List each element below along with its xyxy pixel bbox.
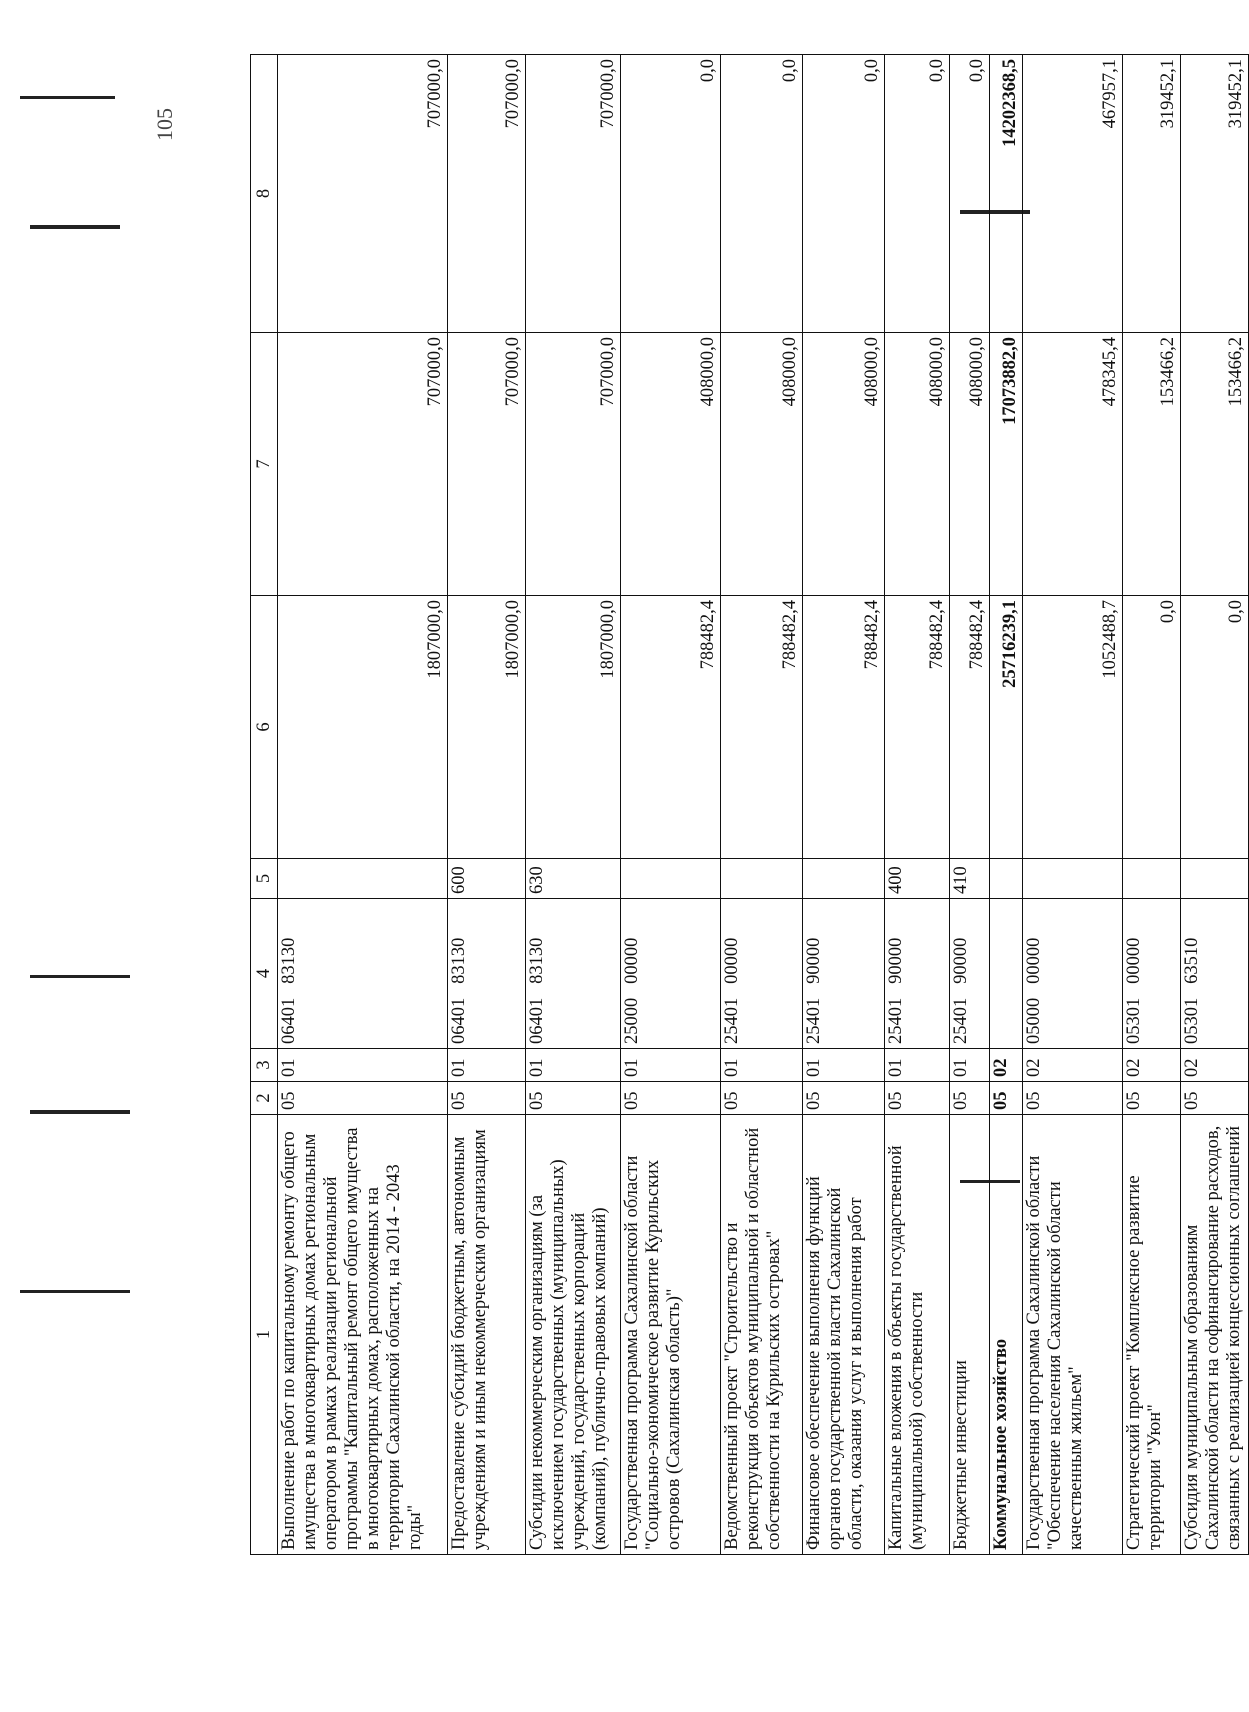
scan-mark <box>30 975 130 978</box>
row-name: Финансовое обеспечение выполнения функций органов государственной власти Сахалинской области, оказания услуг и выполнения работ <box>803 1115 885 1555</box>
amount-col-8: 0,0 <box>803 55 885 333</box>
section-code: 05 <box>1181 1082 1249 1115</box>
row-name: Капитальные вложения в объекты государственной (муниципальной) собственности <box>885 1115 950 1555</box>
row-name: Государственная программа Сахалинской области "Обеспечение населения Сахалинской области качественным жильем" <box>1023 1115 1123 1555</box>
table-row <box>803 55 885 1555</box>
header-row <box>251 55 278 1555</box>
amount-col-7: 707000,0 <box>278 333 448 596</box>
expense-type-code <box>1123 859 1181 899</box>
target-article-code: 25401 90000 <box>803 899 885 1049</box>
amount-col-6: 0,0 <box>1123 596 1181 859</box>
section-code: 05 <box>526 1082 621 1115</box>
amount-col-6: 1807000,0 <box>278 596 448 859</box>
subsection-code: 01 <box>526 1049 621 1082</box>
amount-col-8: 467957,1 <box>1023 55 1123 333</box>
amount-col-6: 1052488,7 <box>1023 596 1123 859</box>
column-header: 8 <box>251 55 278 333</box>
column-header: 1 <box>251 1115 278 1555</box>
amount-col-8: 0,0 <box>621 55 721 333</box>
amount-col-8: 707000,0 <box>448 55 526 333</box>
section-code: 05 <box>990 1082 1023 1115</box>
expense-type-code <box>721 859 803 899</box>
amount-col-7: 408000,0 <box>621 333 721 596</box>
section-code: 05 <box>448 1082 526 1115</box>
row-name: Субсидия муниципальным образованиям Сахалинской области на софинансирование расходов, связанных с реализацией концессионных соглашений <box>1181 1115 1249 1555</box>
target-article-code: 25000 00000 <box>621 899 721 1049</box>
column-header: 2 <box>251 1082 278 1115</box>
amount-col-8: 0,0 <box>885 55 950 333</box>
table-row <box>278 55 448 1555</box>
amount-col-6: 788482,4 <box>885 596 950 859</box>
column-header: 3 <box>251 1049 278 1082</box>
expense-type-code: 410 <box>950 859 990 899</box>
amount-col-7: 153466,2 <box>1123 333 1181 596</box>
table-row <box>990 55 1023 1555</box>
target-article-code: 25401 90000 <box>950 899 990 1049</box>
subsection-code: 01 <box>278 1049 448 1082</box>
table-row <box>1181 55 1249 1555</box>
page-number: 105 <box>152 108 177 141</box>
amount-col-7: 408000,0 <box>803 333 885 596</box>
amount-col-8: 707000,0 <box>278 55 448 333</box>
amount-col-6: 788482,4 <box>950 596 990 859</box>
amount-col-7: 707000,0 <box>526 333 621 596</box>
budget-table <box>250 54 1249 1555</box>
section-code: 05 <box>278 1082 448 1115</box>
amount-col-6: 788482,4 <box>721 596 803 859</box>
amount-col-8: 14202368,5 <box>990 55 1023 333</box>
section-code: 05 <box>1123 1082 1181 1115</box>
subsection-code: 02 <box>1181 1049 1249 1082</box>
section-code: 05 <box>950 1082 990 1115</box>
target-article-code: 06401 83130 <box>448 899 526 1049</box>
row-name: Субсидии некоммерческим организациям (за исключением государственных (муниципальных) учреждений, государственных корпораций (компаний), публично-правовых компаний) <box>526 1115 621 1555</box>
subsection-code: 02 <box>1123 1049 1181 1082</box>
target-article-code <box>990 899 1023 1049</box>
table-row <box>1123 55 1181 1555</box>
amount-col-7: 707000,0 <box>448 333 526 596</box>
column-header: 5 <box>251 859 278 899</box>
amount-col-6: 788482,4 <box>621 596 721 859</box>
expense-type-code: 400 <box>885 859 950 899</box>
expense-type-code <box>990 859 1023 899</box>
target-article-code: 05000 00000 <box>1023 899 1123 1049</box>
subsection-code: 02 <box>1023 1049 1123 1082</box>
section-code: 05 <box>721 1082 803 1115</box>
row-name: Государственная программа Сахалинской области "Социально-экономическое развитие Курильских островов (Сахалинская область)" <box>621 1115 721 1555</box>
table-row <box>721 55 803 1555</box>
section-code: 05 <box>621 1082 721 1115</box>
table-row <box>448 55 526 1555</box>
target-article-code: 05301 63510 <box>1181 899 1249 1049</box>
column-header: 4 <box>251 899 278 1049</box>
expense-type-code: 630 <box>526 859 621 899</box>
column-header: 7 <box>251 333 278 596</box>
table-row <box>526 55 621 1555</box>
rotated-page <box>150 55 1246 1555</box>
amount-col-6: 1807000,0 <box>526 596 621 859</box>
subsection-code: 01 <box>803 1049 885 1082</box>
expense-type-code <box>278 859 448 899</box>
table-row <box>950 55 990 1555</box>
table-row <box>621 55 721 1555</box>
row-name: Ведомственный проект "Строительство и реконструкция объектов муниципальной и областной собственности на Курильских островах" <box>721 1115 803 1555</box>
amount-col-6: 0,0 <box>1181 596 1249 859</box>
amount-col-7: 408000,0 <box>950 333 990 596</box>
amount-col-8: 707000,0 <box>526 55 621 333</box>
amount-col-7: 408000,0 <box>885 333 950 596</box>
amount-col-8: 319452,1 <box>1123 55 1181 333</box>
table-row <box>885 55 950 1555</box>
row-name: Выполнение работ по капитальному ремонту общего имущества в многоквартирных домах региональным оператором в рамках реализации региональной программы "Капитальный ремонт общего имущества в многоквартирных домах, расположенных на территории Сахалинской области, на 2014 - 2043 годы" <box>278 1115 448 1555</box>
subsection-code: 01 <box>621 1049 721 1082</box>
target-article-code: 06401 83130 <box>526 899 621 1049</box>
expense-type-code <box>621 859 721 899</box>
expense-type-code: 600 <box>448 859 526 899</box>
amount-col-8: 319452,1 <box>1181 55 1249 333</box>
subsection-code: 01 <box>950 1049 990 1082</box>
subsection-code: 01 <box>885 1049 950 1082</box>
scan-mark <box>30 1110 130 1114</box>
table-body <box>278 55 1249 1555</box>
amount-col-6: 25716239,1 <box>990 596 1023 859</box>
amount-col-8: 0,0 <box>950 55 990 333</box>
column-header: 6 <box>251 596 278 859</box>
scan-mark <box>20 1290 130 1293</box>
row-name: Коммунальное хозяйство <box>990 1115 1023 1555</box>
expense-type-code <box>1023 859 1123 899</box>
expense-type-code <box>803 859 885 899</box>
row-name: Стратегический проект "Комплексное развитие территории "Уюн" <box>1123 1115 1181 1555</box>
section-code: 05 <box>803 1082 885 1115</box>
subsection-code: 01 <box>448 1049 526 1082</box>
target-article-code: 25401 00000 <box>721 899 803 1049</box>
row-name: Бюджетные инвестиции <box>950 1115 990 1555</box>
amount-col-6: 788482,4 <box>803 596 885 859</box>
table-row <box>1023 55 1123 1555</box>
amount-col-7: 17073882,0 <box>990 333 1023 596</box>
scan-mark <box>20 96 115 99</box>
row-name: Предоставление субсидий бюджетным, автономным учреждениям и иным некоммерческим организациям <box>448 1115 526 1555</box>
section-code: 05 <box>885 1082 950 1115</box>
target-article-code: 05301 00000 <box>1123 899 1181 1049</box>
target-article-code: 06401 83130 <box>278 899 448 1049</box>
subsection-code: 01 <box>721 1049 803 1082</box>
scan-mark <box>30 225 120 229</box>
target-article-code: 25401 90000 <box>885 899 950 1049</box>
amount-col-7: 408000,0 <box>721 333 803 596</box>
section-code: 05 <box>1023 1082 1123 1115</box>
amount-col-6: 1807000,0 <box>448 596 526 859</box>
amount-col-7: 478345,4 <box>1023 333 1123 596</box>
expense-type-code <box>1181 859 1249 899</box>
amount-col-7: 153466,2 <box>1181 333 1249 596</box>
amount-col-8: 0,0 <box>721 55 803 333</box>
subsection-code: 02 <box>990 1049 1023 1082</box>
